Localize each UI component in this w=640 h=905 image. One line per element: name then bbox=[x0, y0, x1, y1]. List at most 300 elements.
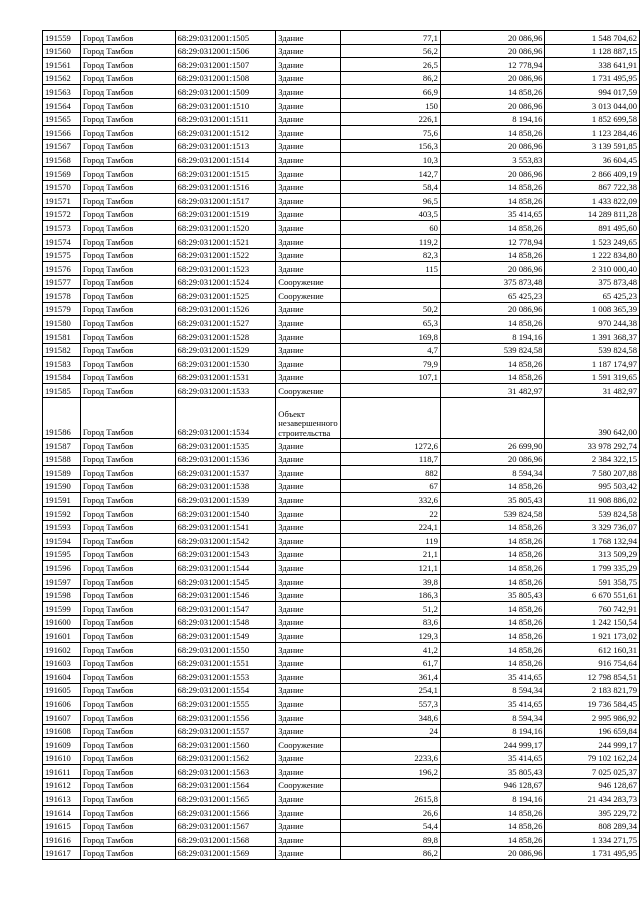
object-type-cell: Здание bbox=[276, 656, 340, 670]
area-cell: 21,1 bbox=[340, 547, 440, 561]
specific-value-cell: 8 194,16 bbox=[440, 792, 544, 806]
object-type-cell: Здание bbox=[276, 262, 340, 276]
municipality-cell: Город Тамбов bbox=[80, 248, 175, 262]
area-cell: 67 bbox=[340, 479, 440, 493]
row-number-cell: 191609 bbox=[43, 738, 81, 752]
area-cell: 10,3 bbox=[340, 153, 440, 167]
cadastral-number-cell: 68:29:0312001:1545 bbox=[175, 574, 276, 588]
specific-value-cell: 14 858,26 bbox=[440, 126, 544, 140]
cadastral-number-cell: 68:29:0312001:1521 bbox=[175, 234, 276, 248]
specific-value-cell: 35 805,43 bbox=[440, 493, 544, 507]
area-cell: 121,1 bbox=[340, 561, 440, 575]
row-number-cell: 191595 bbox=[43, 547, 81, 561]
row-number-cell: 191584 bbox=[43, 370, 81, 384]
municipality-cell: Город Тамбов bbox=[80, 221, 175, 235]
cadastral-table bbox=[42, 30, 640, 860]
object-type-cell: Здание bbox=[276, 479, 340, 493]
municipality-cell: Город Тамбов bbox=[80, 588, 175, 602]
row-number-cell: 191616 bbox=[43, 833, 81, 847]
table-row bbox=[43, 330, 640, 344]
cadastral-number-cell: 68:29:0312001:1569 bbox=[175, 846, 276, 860]
cadastral-number-cell: 68:29:0312001:1511 bbox=[175, 112, 276, 126]
cadastral-value-cell: 2 183 821,79 bbox=[545, 683, 640, 697]
table-row bbox=[43, 751, 640, 765]
table-row bbox=[43, 207, 640, 221]
cadastral-number-cell: 68:29:0312001:1505 bbox=[175, 31, 276, 45]
specific-value-cell: 20 086,96 bbox=[440, 71, 544, 85]
area-cell: 156,3 bbox=[340, 139, 440, 153]
specific-value-cell: 14 858,26 bbox=[440, 656, 544, 670]
cadastral-value-cell: 3 329 736,07 bbox=[545, 520, 640, 534]
area-cell: 82,3 bbox=[340, 248, 440, 262]
table-row bbox=[43, 126, 640, 140]
specific-value-cell: 14 858,26 bbox=[440, 370, 544, 384]
table-row bbox=[43, 792, 640, 806]
table-row bbox=[43, 534, 640, 548]
cadastral-value-cell: 3 013 044,00 bbox=[545, 98, 640, 112]
object-type-cell: Здание bbox=[276, 71, 340, 85]
specific-value-cell: 20 086,96 bbox=[440, 166, 544, 180]
table-row bbox=[43, 370, 640, 384]
municipality-cell: Город Тамбов bbox=[80, 302, 175, 316]
row-number-cell: 191594 bbox=[43, 534, 81, 548]
cadastral-number-cell: 68:29:0312001:1562 bbox=[175, 751, 276, 765]
table-row bbox=[43, 547, 640, 561]
table-row bbox=[43, 31, 640, 45]
cadastral-number-cell: 68:29:0312001:1510 bbox=[175, 98, 276, 112]
specific-value-cell: 8 194,16 bbox=[440, 330, 544, 344]
object-type-cell: Здание bbox=[276, 207, 340, 221]
municipality-cell: Город Тамбов bbox=[80, 751, 175, 765]
area-cell: 41,2 bbox=[340, 642, 440, 656]
row-number-cell: 191598 bbox=[43, 588, 81, 602]
cadastral-value-cell: 31 482,97 bbox=[545, 384, 640, 398]
municipality-cell: Город Тамбов bbox=[80, 289, 175, 303]
row-number-cell: 191583 bbox=[43, 357, 81, 371]
specific-value-cell: 20 086,96 bbox=[440, 98, 544, 112]
municipality-cell: Город Тамбов bbox=[80, 85, 175, 99]
cadastral-number-cell: 68:29:0312001:1564 bbox=[175, 778, 276, 792]
municipality-cell: Город Тамбов bbox=[80, 697, 175, 711]
area-cell: 56,2 bbox=[340, 44, 440, 58]
area-cell: 58,4 bbox=[340, 180, 440, 194]
cadastral-value-cell: 1 921 173,02 bbox=[545, 629, 640, 643]
cadastral-value-cell: 1 433 822,09 bbox=[545, 194, 640, 208]
cadastral-value-cell: 395 229,72 bbox=[545, 806, 640, 820]
object-type-cell: Здание bbox=[276, 302, 340, 316]
cadastral-value-cell: 867 722,38 bbox=[545, 180, 640, 194]
specific-value-cell: 8 194,16 bbox=[440, 112, 544, 126]
table-row bbox=[43, 98, 640, 112]
cadastral-value-cell: 1 123 284,46 bbox=[545, 126, 640, 140]
object-type-cell: Здание bbox=[276, 31, 340, 45]
municipality-cell: Город Тамбов bbox=[80, 738, 175, 752]
row-number-cell: 191571 bbox=[43, 194, 81, 208]
object-type-cell: Здание bbox=[276, 194, 340, 208]
row-number-cell: 191566 bbox=[43, 126, 81, 140]
cadastral-value-cell: 313 509,29 bbox=[545, 547, 640, 561]
municipality-cell: Город Тамбов bbox=[80, 439, 175, 453]
area-cell: 118,7 bbox=[340, 452, 440, 466]
cadastral-value-cell: 3 139 591,85 bbox=[545, 139, 640, 153]
specific-value-cell: 20 086,96 bbox=[440, 31, 544, 45]
area-cell bbox=[340, 398, 440, 439]
cadastral-number-cell: 68:29:0312001:1523 bbox=[175, 262, 276, 276]
municipality-cell: Город Тамбов bbox=[80, 479, 175, 493]
cadastral-number-cell: 68:29:0312001:1519 bbox=[175, 207, 276, 221]
area-cell: 150 bbox=[340, 98, 440, 112]
municipality-cell: Город Тамбов bbox=[80, 153, 175, 167]
cadastral-value-cell: 916 754,64 bbox=[545, 656, 640, 670]
specific-value-cell: 539 824,58 bbox=[440, 343, 544, 357]
object-type-cell: Объект незавершенного строительства bbox=[276, 398, 340, 439]
table-row bbox=[43, 384, 640, 398]
area-cell bbox=[340, 738, 440, 752]
row-number-cell: 191568 bbox=[43, 153, 81, 167]
cadastral-number-cell: 68:29:0312001:1528 bbox=[175, 330, 276, 344]
cadastral-value-cell: 2 384 322,15 bbox=[545, 452, 640, 466]
area-cell: 557,3 bbox=[340, 697, 440, 711]
object-type-cell: Здание bbox=[276, 819, 340, 833]
cadastral-value-cell: 196 659,84 bbox=[545, 724, 640, 738]
area-cell: 60 bbox=[340, 221, 440, 235]
cadastral-number-cell: 68:29:0312001:1512 bbox=[175, 126, 276, 140]
area-cell: 129,3 bbox=[340, 629, 440, 643]
object-type-cell: Здание bbox=[276, 683, 340, 697]
specific-value-cell: 65 425,23 bbox=[440, 289, 544, 303]
municipality-cell: Город Тамбов bbox=[80, 330, 175, 344]
row-number-cell: 191605 bbox=[43, 683, 81, 697]
row-number-cell: 191606 bbox=[43, 697, 81, 711]
table-row bbox=[43, 180, 640, 194]
table-row bbox=[43, 507, 640, 521]
object-type-cell: Здание bbox=[276, 615, 340, 629]
area-cell: 2233,6 bbox=[340, 751, 440, 765]
table-row bbox=[43, 602, 640, 616]
area-cell: 24 bbox=[340, 724, 440, 738]
municipality-cell: Город Тамбов bbox=[80, 629, 175, 643]
cadastral-number-cell: 68:29:0312001:1556 bbox=[175, 710, 276, 724]
cadastral-number-cell: 68:29:0312001:1555 bbox=[175, 697, 276, 711]
cadastral-value-sheet bbox=[42, 30, 640, 860]
row-number-cell: 191600 bbox=[43, 615, 81, 629]
specific-value-cell: 14 858,26 bbox=[440, 357, 544, 371]
municipality-cell: Город Тамбов bbox=[80, 112, 175, 126]
cadastral-number-cell: 68:29:0312001:1551 bbox=[175, 656, 276, 670]
municipality-cell: Город Тамбов bbox=[80, 670, 175, 684]
row-number-cell: 191611 bbox=[43, 765, 81, 779]
table-row bbox=[43, 738, 640, 752]
object-type-cell: Здание bbox=[276, 248, 340, 262]
area-cell: 51,2 bbox=[340, 602, 440, 616]
area-cell: 50,2 bbox=[340, 302, 440, 316]
row-number-cell: 191567 bbox=[43, 139, 81, 153]
cadastral-value-cell: 6 670 551,61 bbox=[545, 588, 640, 602]
specific-value-cell: 946 128,67 bbox=[440, 778, 544, 792]
object-type-cell: Здание bbox=[276, 98, 340, 112]
municipality-cell: Город Тамбов bbox=[80, 316, 175, 330]
municipality-cell: Город Тамбов bbox=[80, 194, 175, 208]
municipality-cell: Город Тамбов bbox=[80, 357, 175, 371]
object-type-cell: Здание bbox=[276, 724, 340, 738]
municipality-cell: Город Тамбов bbox=[80, 370, 175, 384]
object-type-cell: Сооружение bbox=[276, 275, 340, 289]
object-type-cell: Здание bbox=[276, 153, 340, 167]
area-cell bbox=[340, 275, 440, 289]
object-type-cell: Здание bbox=[276, 166, 340, 180]
cadastral-number-cell: 68:29:0312001:1547 bbox=[175, 602, 276, 616]
specific-value-cell: 14 858,26 bbox=[440, 534, 544, 548]
area-cell: 169,8 bbox=[340, 330, 440, 344]
area-cell: 882 bbox=[340, 466, 440, 480]
row-number-cell: 191597 bbox=[43, 574, 81, 588]
cadastral-value-cell: 1 242 150,54 bbox=[545, 615, 640, 629]
area-cell: 224,1 bbox=[340, 520, 440, 534]
object-type-cell: Здание bbox=[276, 370, 340, 384]
cadastral-number-cell: 68:29:0312001:1546 bbox=[175, 588, 276, 602]
cadastral-number-cell: 68:29:0312001:1530 bbox=[175, 357, 276, 371]
cadastral-value-cell: 760 742,91 bbox=[545, 602, 640, 616]
specific-value-cell: 35 414,65 bbox=[440, 670, 544, 684]
specific-value-cell: 12 778,94 bbox=[440, 234, 544, 248]
area-cell: 89,8 bbox=[340, 833, 440, 847]
area-cell: 254,1 bbox=[340, 683, 440, 697]
municipality-cell: Город Тамбов bbox=[80, 262, 175, 276]
municipality-cell: Город Тамбов bbox=[80, 166, 175, 180]
object-type-cell: Здание bbox=[276, 343, 340, 357]
table-row bbox=[43, 561, 640, 575]
table-row bbox=[43, 642, 640, 656]
municipality-cell: Город Тамбов bbox=[80, 683, 175, 697]
municipality-cell: Город Тамбов bbox=[80, 724, 175, 738]
row-number-cell: 191577 bbox=[43, 275, 81, 289]
object-type-cell: Здание bbox=[276, 534, 340, 548]
cadastral-value-cell: 2 310 000,40 bbox=[545, 262, 640, 276]
cadastral-number-cell: 68:29:0312001:1542 bbox=[175, 534, 276, 548]
municipality-cell: Город Тамбов bbox=[80, 778, 175, 792]
area-cell: 39,8 bbox=[340, 574, 440, 588]
cadastral-value-cell: 1 731 495,95 bbox=[545, 71, 640, 85]
area-cell: 61,7 bbox=[340, 656, 440, 670]
cadastral-value-cell: 33 978 292,74 bbox=[545, 439, 640, 453]
object-type-cell: Здание bbox=[276, 710, 340, 724]
municipality-cell: Город Тамбов bbox=[80, 180, 175, 194]
table-row bbox=[43, 85, 640, 99]
row-number-cell: 191593 bbox=[43, 520, 81, 534]
cadastral-number-cell: 68:29:0312001:1522 bbox=[175, 248, 276, 262]
object-type-cell: Здание bbox=[276, 357, 340, 371]
cadastral-number-cell: 68:29:0312001:1517 bbox=[175, 194, 276, 208]
object-type-cell: Здание bbox=[276, 697, 340, 711]
cadastral-value-cell: 244 999,17 bbox=[545, 738, 640, 752]
cadastral-value-cell: 1 334 271,75 bbox=[545, 833, 640, 847]
municipality-cell: Город Тамбов bbox=[80, 520, 175, 534]
cadastral-value-cell: 539 824,58 bbox=[545, 343, 640, 357]
cadastral-value-cell: 1 852 699,58 bbox=[545, 112, 640, 126]
cadastral-number-cell: 68:29:0312001:1538 bbox=[175, 479, 276, 493]
specific-value-cell: 8 194,16 bbox=[440, 724, 544, 738]
cadastral-number-cell: 68:29:0312001:1567 bbox=[175, 819, 276, 833]
table-row bbox=[43, 778, 640, 792]
table-row bbox=[43, 194, 640, 208]
table-row bbox=[43, 44, 640, 58]
specific-value-cell: 14 858,26 bbox=[440, 819, 544, 833]
specific-value-cell: 26 699,90 bbox=[440, 439, 544, 453]
row-number-cell: 191587 bbox=[43, 439, 81, 453]
table-row bbox=[43, 710, 640, 724]
cadastral-value-cell: 12 798 854,51 bbox=[545, 670, 640, 684]
object-type-cell: Здание bbox=[276, 806, 340, 820]
specific-value-cell: 35 414,65 bbox=[440, 207, 544, 221]
area-cell: 403,5 bbox=[340, 207, 440, 221]
cadastral-value-cell: 390 642,00 bbox=[545, 398, 640, 439]
row-number-cell: 191588 bbox=[43, 452, 81, 466]
cadastral-number-cell: 68:29:0312001:1565 bbox=[175, 792, 276, 806]
municipality-cell: Город Тамбов bbox=[80, 792, 175, 806]
cadastral-number-cell: 68:29:0312001:1560 bbox=[175, 738, 276, 752]
cadastral-number-cell: 68:29:0312001:1539 bbox=[175, 493, 276, 507]
cadastral-value-cell: 2 866 409,19 bbox=[545, 166, 640, 180]
object-type-cell: Здание bbox=[276, 439, 340, 453]
municipality-cell: Город Тамбов bbox=[80, 561, 175, 575]
area-cell: 26,6 bbox=[340, 806, 440, 820]
specific-value-cell: 14 858,26 bbox=[440, 547, 544, 561]
area-cell: 54,4 bbox=[340, 819, 440, 833]
specific-value-cell: 35 805,43 bbox=[440, 765, 544, 779]
cadastral-number-cell: 68:29:0312001:1529 bbox=[175, 343, 276, 357]
table-row bbox=[43, 166, 640, 180]
cadastral-number-cell: 68:29:0312001:1524 bbox=[175, 275, 276, 289]
object-type-cell: Здание bbox=[276, 85, 340, 99]
table-row bbox=[43, 248, 640, 262]
municipality-cell: Город Тамбов bbox=[80, 765, 175, 779]
table-row bbox=[43, 112, 640, 126]
cadastral-number-cell: 68:29:0312001:1568 bbox=[175, 833, 276, 847]
row-number-cell: 191613 bbox=[43, 792, 81, 806]
municipality-cell: Город Тамбов bbox=[80, 398, 175, 439]
cadastral-number-cell: 68:29:0312001:1566 bbox=[175, 806, 276, 820]
table-row bbox=[43, 262, 640, 276]
cadastral-value-cell: 14 289 811,28 bbox=[545, 207, 640, 221]
area-cell: 119 bbox=[340, 534, 440, 548]
table-row bbox=[43, 452, 640, 466]
area-cell bbox=[340, 778, 440, 792]
area-cell: 115 bbox=[340, 262, 440, 276]
row-number-cell: 191602 bbox=[43, 642, 81, 656]
row-number-cell: 191615 bbox=[43, 819, 81, 833]
table-row bbox=[43, 724, 640, 738]
table-row bbox=[43, 806, 640, 820]
cadastral-number-cell: 68:29:0312001:1527 bbox=[175, 316, 276, 330]
cadastral-number-cell: 68:29:0312001:1548 bbox=[175, 615, 276, 629]
cadastral-value-cell: 612 160,31 bbox=[545, 642, 640, 656]
row-number-cell: 191576 bbox=[43, 262, 81, 276]
specific-value-cell: 14 858,26 bbox=[440, 629, 544, 643]
row-number-cell: 191575 bbox=[43, 248, 81, 262]
municipality-cell: Город Тамбов bbox=[80, 547, 175, 561]
table-row bbox=[43, 153, 640, 167]
table-row bbox=[43, 479, 640, 493]
specific-value-cell: 14 858,26 bbox=[440, 85, 544, 99]
row-number-cell: 191570 bbox=[43, 180, 81, 194]
specific-value-cell: 14 858,26 bbox=[440, 194, 544, 208]
row-number-cell: 191585 bbox=[43, 384, 81, 398]
municipality-cell: Город Тамбов bbox=[80, 806, 175, 820]
cadastral-value-cell: 2 995 986,92 bbox=[545, 710, 640, 724]
cadastral-number-cell: 68:29:0312001:1531 bbox=[175, 370, 276, 384]
table-row bbox=[43, 275, 640, 289]
table-row bbox=[43, 493, 640, 507]
table-row bbox=[43, 302, 640, 316]
row-number-cell: 191614 bbox=[43, 806, 81, 820]
object-type-cell: Здание bbox=[276, 846, 340, 860]
table-row bbox=[43, 574, 640, 588]
area-cell: 186,3 bbox=[340, 588, 440, 602]
row-number-cell: 191610 bbox=[43, 751, 81, 765]
cadastral-number-cell: 68:29:0312001:1550 bbox=[175, 642, 276, 656]
table-row bbox=[43, 343, 640, 357]
area-cell: 66,9 bbox=[340, 85, 440, 99]
row-number-cell: 191564 bbox=[43, 98, 81, 112]
cadastral-value-cell: 1 523 249,65 bbox=[545, 234, 640, 248]
municipality-cell: Город Тамбов bbox=[80, 384, 175, 398]
object-type-cell: Сооружение bbox=[276, 778, 340, 792]
municipality-cell: Город Тамбов bbox=[80, 275, 175, 289]
specific-value-cell: 14 858,26 bbox=[440, 833, 544, 847]
cadastral-number-cell: 68:29:0312001:1557 bbox=[175, 724, 276, 738]
cadastral-number-cell: 68:29:0312001:1533 bbox=[175, 384, 276, 398]
cadastral-value-cell: 970 244,38 bbox=[545, 316, 640, 330]
object-type-cell: Здание bbox=[276, 466, 340, 480]
table-row bbox=[43, 588, 640, 602]
cadastral-number-cell: 68:29:0312001:1534 bbox=[175, 398, 276, 439]
cadastral-number-cell: 68:29:0312001:1520 bbox=[175, 221, 276, 235]
specific-value-cell: 20 086,96 bbox=[440, 302, 544, 316]
specific-value-cell: 35 805,43 bbox=[440, 588, 544, 602]
table-row bbox=[43, 520, 640, 534]
row-number-cell: 191574 bbox=[43, 234, 81, 248]
municipality-cell: Город Тамбов bbox=[80, 98, 175, 112]
area-cell bbox=[340, 289, 440, 303]
area-cell: 107,1 bbox=[340, 370, 440, 384]
cadastral-number-cell: 68:29:0312001:1549 bbox=[175, 629, 276, 643]
area-cell: 77,1 bbox=[340, 31, 440, 45]
object-type-cell: Сооружение bbox=[276, 289, 340, 303]
cadastral-number-cell: 68:29:0312001:1514 bbox=[175, 153, 276, 167]
municipality-cell: Город Тамбов bbox=[80, 58, 175, 72]
cadastral-value-cell: 65 425,23 bbox=[545, 289, 640, 303]
table-row bbox=[43, 615, 640, 629]
area-cell: 226,1 bbox=[340, 112, 440, 126]
area-cell: 119,2 bbox=[340, 234, 440, 248]
table-row bbox=[43, 316, 640, 330]
cadastral-number-cell: 68:29:0312001:1525 bbox=[175, 289, 276, 303]
cadastral-number-cell: 68:29:0312001:1543 bbox=[175, 547, 276, 561]
row-number-cell: 191582 bbox=[43, 343, 81, 357]
table-row bbox=[43, 697, 640, 711]
table-row bbox=[43, 846, 640, 860]
area-cell: 4,7 bbox=[340, 343, 440, 357]
object-type-cell: Здание bbox=[276, 520, 340, 534]
cadastral-value-cell: 7 025 025,37 bbox=[545, 765, 640, 779]
object-type-cell: Здание bbox=[276, 44, 340, 58]
specific-value-cell: 8 594,34 bbox=[440, 710, 544, 724]
object-type-cell: Здание bbox=[276, 751, 340, 765]
municipality-cell: Город Тамбов bbox=[80, 44, 175, 58]
object-type-cell: Здание bbox=[276, 833, 340, 847]
area-cell: 348,6 bbox=[340, 710, 440, 724]
specific-value-cell: 244 999,17 bbox=[440, 738, 544, 752]
